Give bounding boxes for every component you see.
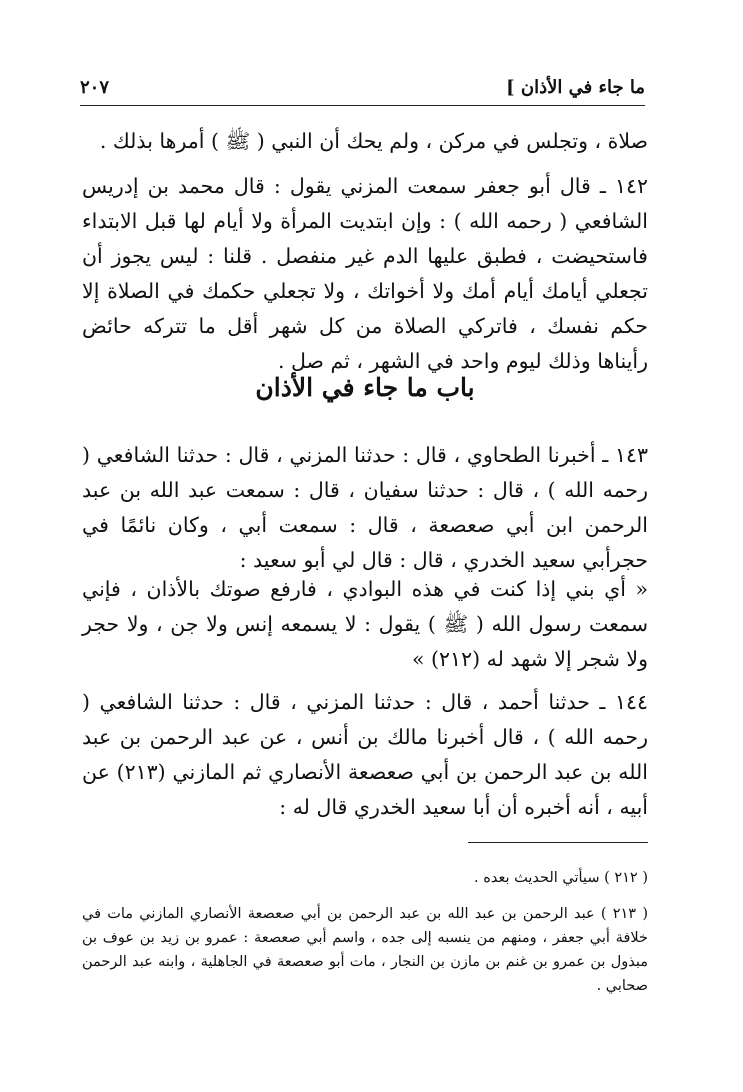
footnote-213: ( ٢١٣ ) عبد الرحمن بن عبد الله بن عبد الرحمن بن أبي صعصعة الأنصاري المازني مات في خلافة أبي جعفر ، ومنهم من ينسبه إلى جده ، واسم أبي صعصعة : عمرو بن زيد بن عوف بن مبذول بن عمرو بن غنم بن مازن بن النجار ، مات أبو صعصعة في الجاهلية ، وابنه عبد الرحمن صحابي . [82, 906, 648, 994]
page-number: ٢٠٧ [80, 76, 110, 98]
carryover-paragraph: صلاة ، وتجلس في مركن ، ولم يحك أن النبي ( ﷺ ) أمرها بذلك . [99, 129, 648, 153]
paragraph-144: ١٤٤ ـ حدثنا أحمد ، قال : حدثنا المزني ، قال : حدثنا الشافعي ( رحمه الله ) ، قال أخبرنا مالك بن أنس ، عن عبد الرحمن بن عبد الله بن عبد الرحمن بن أبي صعصعة الأنصاري ثم المازني (٢١٣) عن أبيه ، أنه أخبره أن أبا سعيد الخدري قال له : [82, 690, 648, 819]
hadith-quote-143: « أي بني إذا كنت في هذه البوادي ، فارفع صوتك بالأذان ، فإني سمعت رسول الله ( ﷺ ) يقول : لا يسمعه إنس ولا جن ، ولا حجر ولا شجر إلا شهد له (٢١٢) » [82, 577, 648, 671]
paragraph-143: ١٤٣ ـ أخبرنا الطحاوي ، قال : حدثنا المزني ، قال : حدثنا الشافعي ( رحمه الله ) ، قال : حدثنا سفيان ، قال : سمعت عبد الله بن عبد الرحمن ابن أبي صعصعة ، قال : سمعت أبي ، وكان نائمًا في حجرأبي سعيد الخدري ، قال : قال لي أبو سعيد : [82, 443, 648, 572]
header-divider [80, 105, 645, 106]
running-header [80, 72, 645, 102]
paragraph-142: ١٤٢ ـ قال أبو جعفر سمعت المزني يقول : قال محمد بن إدريس الشافعي ( رحمه الله ) : وإن ابتديت المرأة ولا أيام لها قبل الابتداء فاستحيضت ، فطبق عليها الدم غير منفصل . قلنا : ليس يجوز أن تجعلي أيامك أيام أمك ولا أخواتك ، ولا تجعلي حكمك في الصلاة إلا حكم نفسك ، فاتركي الصلاة من كل شهر أقل ما تتركه حائض رأيناها وذلك ليوم واحد في الشهر ، ثم صل . [82, 174, 648, 373]
footnote-212: ( ٢١٢ ) سيأتي الحديث بعده . [474, 870, 648, 886]
section-heading: باب ما جاء في الأذان [255, 373, 475, 402]
chapter-title: ما جاء في الأذان ] [506, 76, 645, 98]
footnote-divider [468, 842, 648, 843]
